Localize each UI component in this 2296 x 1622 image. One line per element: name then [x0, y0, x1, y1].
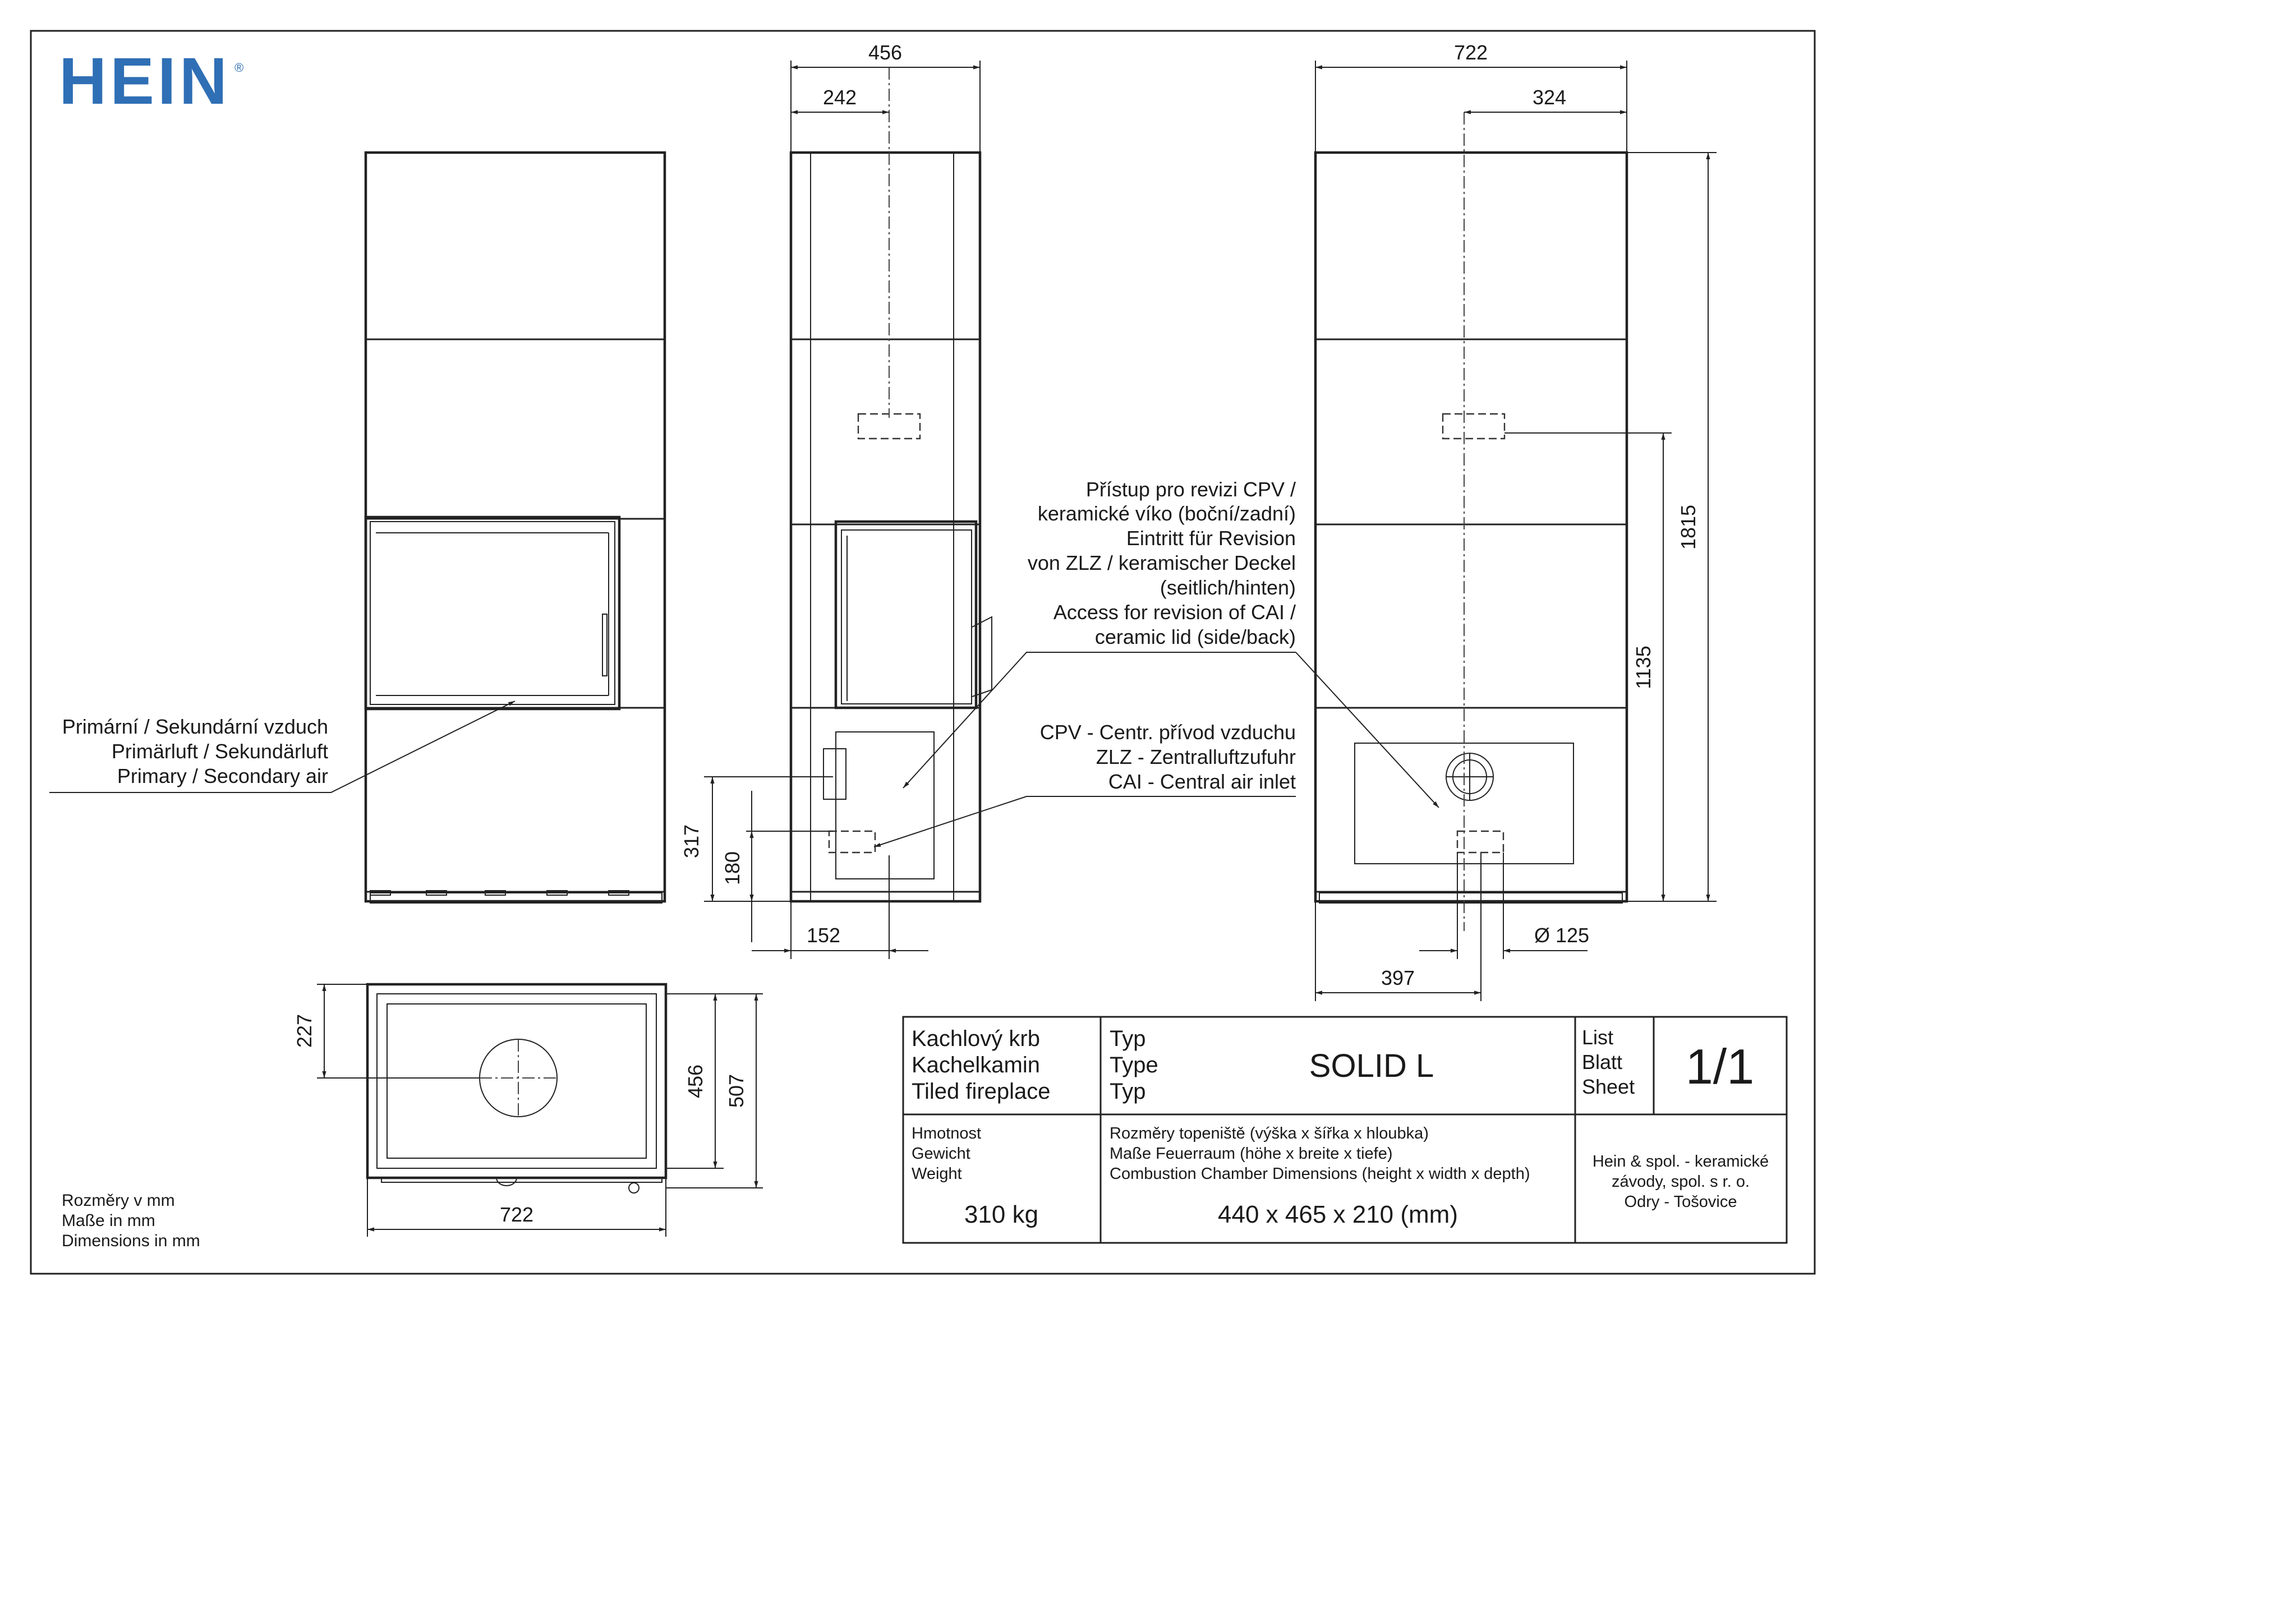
- type-label-line-2: Type: [1110, 1053, 1158, 1077]
- side-dim-456: 456: [868, 41, 903, 64]
- top-view: [293, 984, 763, 1237]
- cai-line-3: CAI - Central air inlet: [1108, 770, 1296, 793]
- back-dim-1135: 1135: [1632, 646, 1655, 689]
- revision-line-5: (seitlich/hinten): [1159, 576, 1296, 599]
- top-dim-507: 507: [725, 1073, 748, 1108]
- sheet-label-line-2: Blatt: [1582, 1050, 1623, 1073]
- company-line-2: závody, spol. s r. o.: [1611, 1173, 1750, 1191]
- product-type-line-3: Tiled fireplace: [912, 1079, 1051, 1104]
- side-dim-152: 152: [806, 924, 841, 947]
- top-dim-722: 722: [499, 1203, 534, 1226]
- back-dim-722: 722: [1453, 41, 1488, 64]
- chamber-value: 440 x 465 x 210 (mm): [1218, 1201, 1458, 1228]
- side-dim-180: 180: [721, 851, 744, 886]
- back-dim-1815: 1815: [1677, 504, 1700, 550]
- company-line-3: Odry - Tošovice: [1624, 1193, 1737, 1211]
- logo-text: HEIN: [59, 44, 231, 118]
- side-dim-242: 242: [822, 86, 857, 109]
- back-view: [1315, 41, 1717, 1001]
- top-dim-227: 227: [293, 1013, 316, 1048]
- chamber-label-line-3: Combustion Chamber Dimensions (height x width x depth): [1110, 1165, 1530, 1183]
- side-view: [680, 41, 992, 959]
- units-line-3: Dimensions in mm: [62, 1232, 200, 1250]
- chamber-label-line-2: Maße Feuerraum (höhe x breite x tiefe): [1110, 1145, 1393, 1163]
- hein-logo: [59, 44, 243, 118]
- sheet-label-line-1: List: [1582, 1026, 1614, 1049]
- back-dim-diameter: Ø 125: [1534, 924, 1590, 947]
- back-dim-324: 324: [1532, 86, 1567, 109]
- units-line-1: Rozměry v mm: [62, 1191, 175, 1210]
- chamber-label-line-1: Rozměry topeniště (výška x šířka x hloubka): [1110, 1125, 1429, 1142]
- front-air-label-line-1: Primární / Sekundární vzduch: [62, 715, 328, 738]
- title-block: [903, 1017, 1787, 1243]
- side-dim-317: 317: [680, 824, 703, 859]
- revision-line-4: von ZLZ / keramischer Deckel: [1027, 551, 1296, 574]
- units-line-2: Maße in mm: [62, 1211, 155, 1230]
- weight-label-line-2: Gewicht: [912, 1145, 970, 1163]
- revision-line-3: Eintritt für Revision: [1126, 527, 1296, 550]
- front-view: [49, 153, 665, 903]
- type-label-line-3: Typ: [1110, 1079, 1146, 1104]
- cai-callout: [874, 721, 1296, 847]
- cai-line-2: ZLZ - Zentralluftzufuhr: [1096, 745, 1296, 768]
- revision-line-1: Přístup pro revizi CPV /: [1085, 478, 1296, 501]
- weight-value: 310 kg: [964, 1201, 1039, 1228]
- back-dim-397: 397: [1381, 966, 1415, 989]
- product-type-line-1: Kachlový krb: [912, 1026, 1040, 1051]
- units-note: [62, 1191, 200, 1250]
- cai-line-1: CPV - Centr. přívod vzduchu: [1039, 721, 1296, 744]
- sheet-label-line-3: Sheet: [1582, 1075, 1635, 1098]
- revision-line-7: ceramic lid (side/back): [1094, 625, 1296, 648]
- weight-label-line-3: Weight: [912, 1165, 962, 1183]
- revision-line-6: Access for revision of CAI /: [1053, 601, 1296, 624]
- company-line-1: Hein & spol. - keramické: [1592, 1153, 1769, 1171]
- weight-label-line-1: Hmotnost: [912, 1125, 982, 1142]
- sheet-value: 1/1: [1685, 1039, 1755, 1094]
- logo-registered-mark: ®: [234, 61, 244, 75]
- front-air-label-line-3: Primary / Secondary air: [117, 764, 328, 787]
- revision-line-2: keramické víko (boční/zadní): [1037, 502, 1296, 525]
- top-dim-456: 456: [684, 1064, 707, 1099]
- front-air-label-line-2: Primärluft / Sekundärluft: [111, 740, 328, 763]
- type-label-line-1: Typ: [1110, 1026, 1146, 1051]
- product-type-line-2: Kachelkamin: [912, 1053, 1041, 1077]
- model-name: SOLID L: [1309, 1048, 1434, 1084]
